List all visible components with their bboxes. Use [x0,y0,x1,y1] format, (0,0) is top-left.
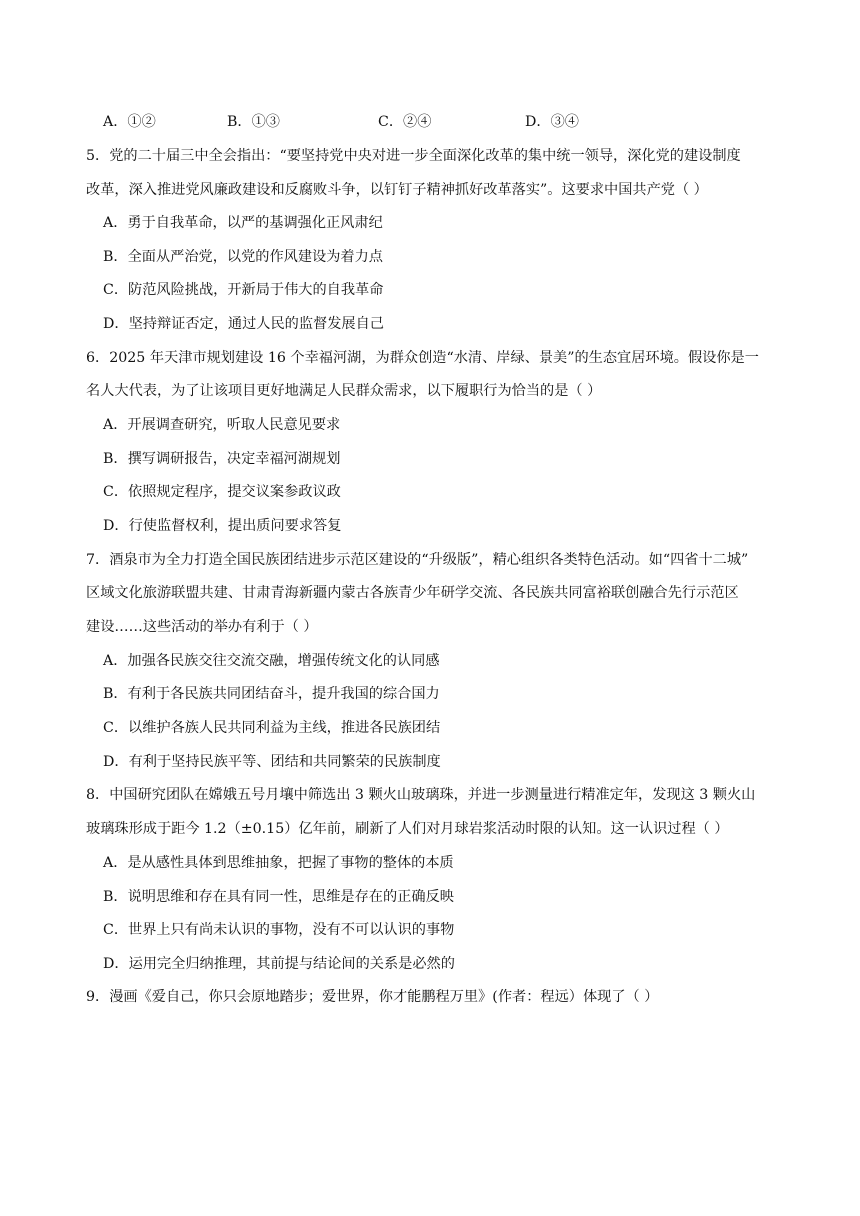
q7-stem-line1: 7．酒泉市为全力打造全国民族团结进步示范区建设的“升级版”，精心组织各类特色活动。如“四省十二城” [86,552,749,568]
q6-option-a: A．开展调查研究，听取人民意见要求 [103,417,341,433]
q6-option-b: B．撰写调研报告，决定幸福河湖规划 [103,451,341,467]
q8-option-c: C．世界上只有尚未认识的事物，没有不可以认识的事物 [103,922,455,938]
q4-option-d: D．③④ [525,114,579,130]
q8-stem-line1: 8．中国研究团队在嫦娥五号月壤中筛选出 3 颗火山玻璃珠，并进一步测量进行精准定年，发现这 3 颗火山 [86,787,756,803]
q4-options-row [103,112,763,132]
q4-option-b: B．①③ [227,114,280,130]
q7-option-d: D．有利于坚持民族平等、团结和共同繁荣的民族制度 [103,754,441,770]
q7-option-c: C．以维护各族人民共同利益为主线，推进各民族团结 [103,720,441,736]
q7-stem-line3: 建设……这些活动的举办有利于（ ） [86,619,318,635]
q8-stem-line2: 玻璃珠形成于距今 1.2（±0.15）亿年前，刷新了人们对月球岩浆活动时限的认知。这一认识过程（ ） [86,821,729,837]
q6-stem-line1: 6．2025 年天津市规划建设 16 个幸福河湖，为群众创造“水清、岸绿、景美”的生态宜居环境。假设你是一 [86,350,759,366]
q7-stem-line2: 区域文化旅游联盟共建、甘肃青海新疆内蒙古各族青少年研学交流、各民族共同富裕联创融合先行示范区 [86,585,739,601]
q5-stem-line1: 5．党的二十届三中全会指出：“要坚持党中央对进一步全面深化改革的集中统一领导，深化党的建设制度 [86,148,741,164]
q5-option-a: A．勇于自我革命，以严的基调强化正风肃纪 [103,215,383,231]
q5-option-c: C．防范风险挑战，开新局于伟大的自我革命 [103,282,384,298]
q5-stem-line2: 改革，深入推进党风廉政建设和反腐败斗争，以钉钉子精神抓好改革落实”。这要求中国共产党（ ） [86,182,708,198]
q4-option-c: C．②④ [378,114,432,130]
q9-stem-line1: 9．漫画《爱自己，你只会原地踏步；爱世界，你才能鹏程万里》(作者：程远）体现了（ ） [86,989,659,1005]
q5-option-d: D．坚持辩证否定，通过人民的监督发展自己 [103,316,384,332]
q8-option-a: A．是从感性具体到思维抽象，把握了事物的整体的本质 [103,855,454,871]
q6-option-d: D．行使监督权利，提出质问要求答复 [103,518,342,534]
q7-option-a: A．加强各民族交往交流交融，增强传统文化的认同感 [103,653,440,669]
q8-option-d: D．运用完全归纳推理，其前提与结论间的关系是必然的 [103,956,455,972]
q6-option-c: C．依照规定程序，提交议案参政议政 [103,484,341,500]
q8-option-b: B．说明思维和存在具有同一性，思维是存在的正确反映 [103,889,454,905]
q4-option-a: A．①② [103,114,156,130]
q7-option-b: B．有利于各民族共同团结奋斗，提升我国的综合国力 [103,686,440,702]
q5-option-b: B．全面从严治党，以党的作风建设为着力点 [103,249,383,265]
q6-stem-line2: 名人大代表，为了让该项目更好地满足人民群众需求，以下履职行为恰当的是（ ） [86,383,602,399]
